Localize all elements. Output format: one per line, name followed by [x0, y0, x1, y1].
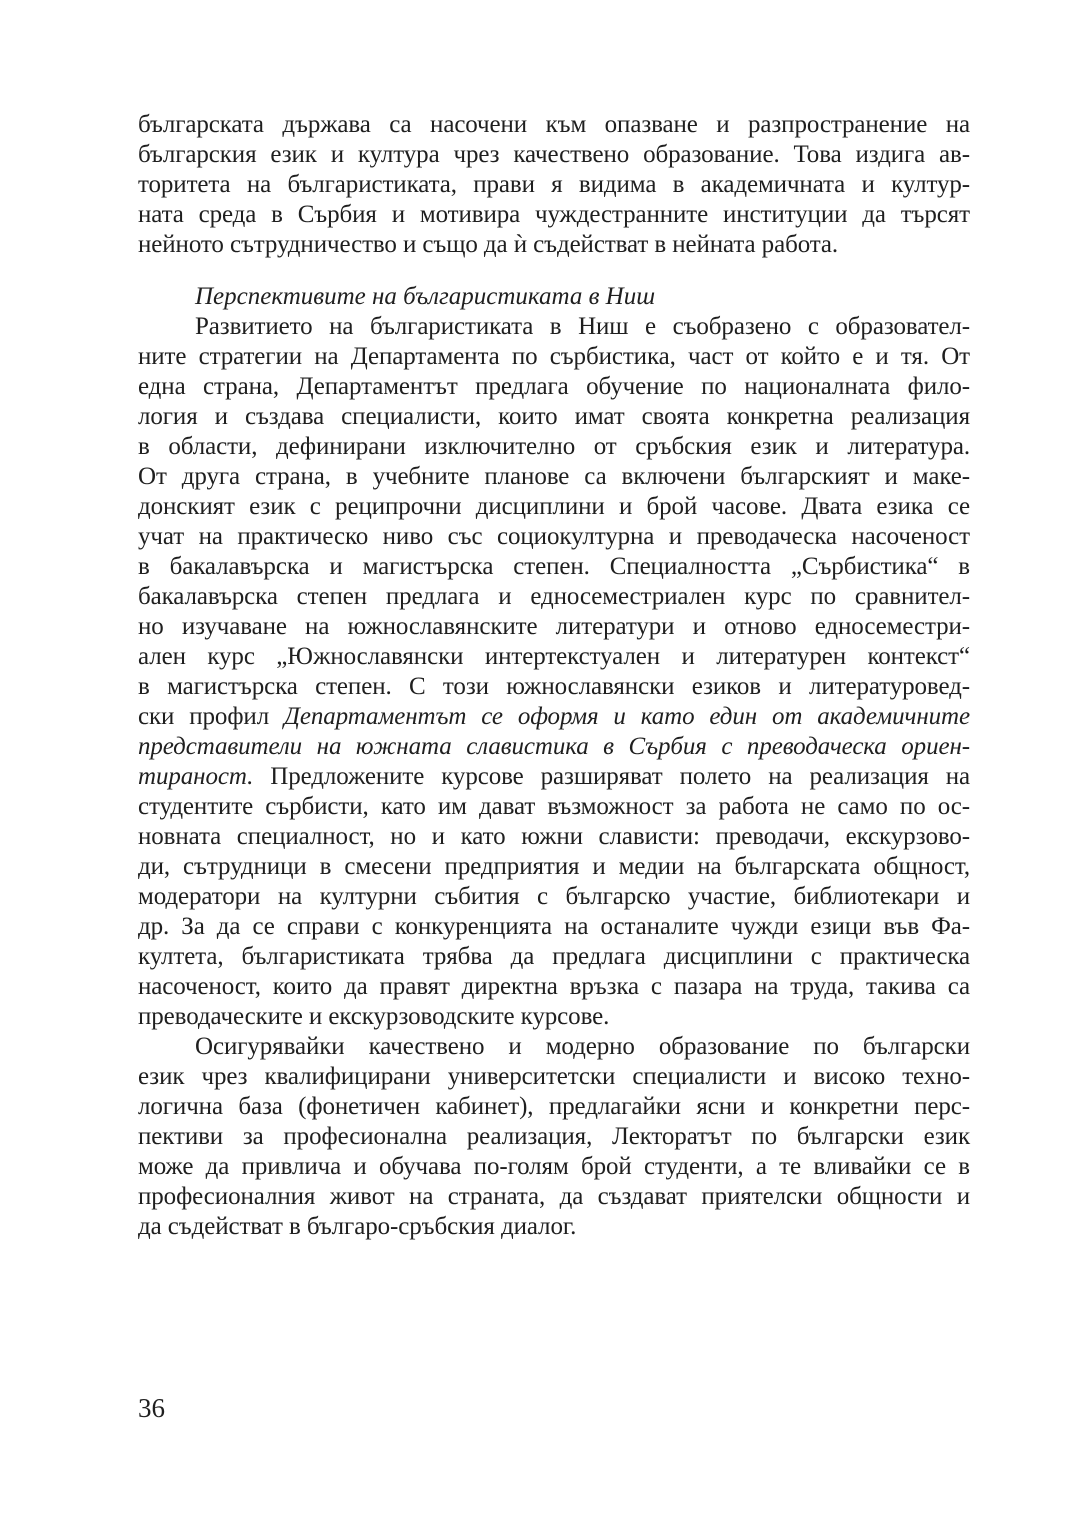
text-line: тираност. Предложените курсове разширяват полето на реализация на	[138, 763, 970, 790]
text-line: учат на практическо ниво със социокултурна и преводаческа насоченост	[138, 523, 970, 550]
text-line: в магистърска степен. С този южнославянски езиков и литературовед-	[138, 673, 970, 700]
text-line: професионалния живот на страната, да създават приятелски общности и	[138, 1183, 970, 1210]
text-line: преводаческите и екскурзоводските курсове.	[138, 1003, 610, 1030]
text-line: ната среда в Сърбия и мотивира чуждестранните институции да търсят	[138, 201, 970, 228]
text-line: в бакалавърска и магистърска степен. Специалността „Сърбистика“ в	[138, 553, 970, 580]
text-line: представители на южната славистика в Сърбия с преводаческа ориен-	[138, 733, 970, 760]
text-line: логична база (фонетичен кабинет), предлагайки ясни и конкретни перс-	[138, 1093, 970, 1120]
text-line: Осигурявайки качествено и модерно образование по български	[195, 1033, 970, 1060]
text-line: модератори на културни събития с българско участие, библиотекари и	[138, 883, 970, 910]
text-line: в области, дефинирани изключително от сръбския език и литература.	[138, 433, 970, 460]
text-line: българската държава са насочени към опазване и разпространение на	[138, 111, 970, 138]
text-line: култета, българистиката трябва да предлага дисциплини с практическа	[138, 943, 970, 970]
text-line: торитета на българистиката, прави я видима в академичната и култур-	[138, 171, 970, 198]
paragraph	[138, 110, 970, 260]
text-line: студентите сърбисти, като им дават възможност за работа не само по ос-	[138, 793, 970, 820]
text-line: пективи за професионална реализация, Лекторатът по български език	[138, 1123, 970, 1150]
text-line: От друга страна, в учебните планове са включени българският и маке-	[138, 463, 970, 490]
text-line: нейното сътрудничество и също да ѝ съдействат в нейната работа.	[138, 231, 839, 258]
text-line: да съдействат в българо-сръбския диалог.	[138, 1213, 577, 1240]
text-line: бакалавърска степен предлага и едносеместриален курс по сравнител-	[138, 583, 970, 610]
text-line: ски профил Департаментът се оформя и като един от академичните	[138, 703, 970, 730]
text-line: може да привлича и обучава по-голям брой студенти, а те вливайки се в	[138, 1153, 970, 1180]
section-heading: Перспективите на българистиката в Ниш	[195, 283, 656, 310]
text-line: език чрез квалифицирани университетски специалисти и високо техно-	[138, 1063, 970, 1090]
paragraph	[138, 312, 970, 1032]
text-line: логия и създава специалисти, които имат своята конкретна реализация	[138, 403, 970, 430]
text-line: ди, сътрудници в смесени предприятия и медии на българската общност,	[138, 853, 970, 880]
page-number: 36	[138, 1393, 165, 1423]
text-line: насоченост, които да правят директна връзка с пазара на труда, такива са	[138, 973, 970, 1000]
text-block	[138, 110, 970, 1242]
paragraph	[138, 1032, 970, 1242]
text-line: но изучаване на южнославянските литератури и отново едносеместри-	[138, 613, 970, 640]
text-line: др. За да се справи с конкуренцията на останалите чужди езици във Фа-	[138, 913, 970, 940]
text-line: ален курс „Южнославянски интертекстуален и литературен контекст“	[138, 643, 970, 670]
text-line: новната специалност, но и като южни слависти: преводачи, екскурзово-	[138, 823, 970, 850]
text-line: ните стратегии на Департамента по сърбистика, част от който е и тя. От	[138, 343, 970, 370]
text-line: Развитието на българистиката в Ниш е съобразено с образовател-	[195, 313, 970, 340]
text-line: донският език с реципрочни дисциплини и брой часове. Двата езика се	[138, 493, 970, 520]
text-line: една страна, Департаментът предлага обучение по националната фило-	[138, 373, 970, 400]
text-line: българския език и култура чрез качествено образование. Това издига ав-	[138, 141, 970, 168]
